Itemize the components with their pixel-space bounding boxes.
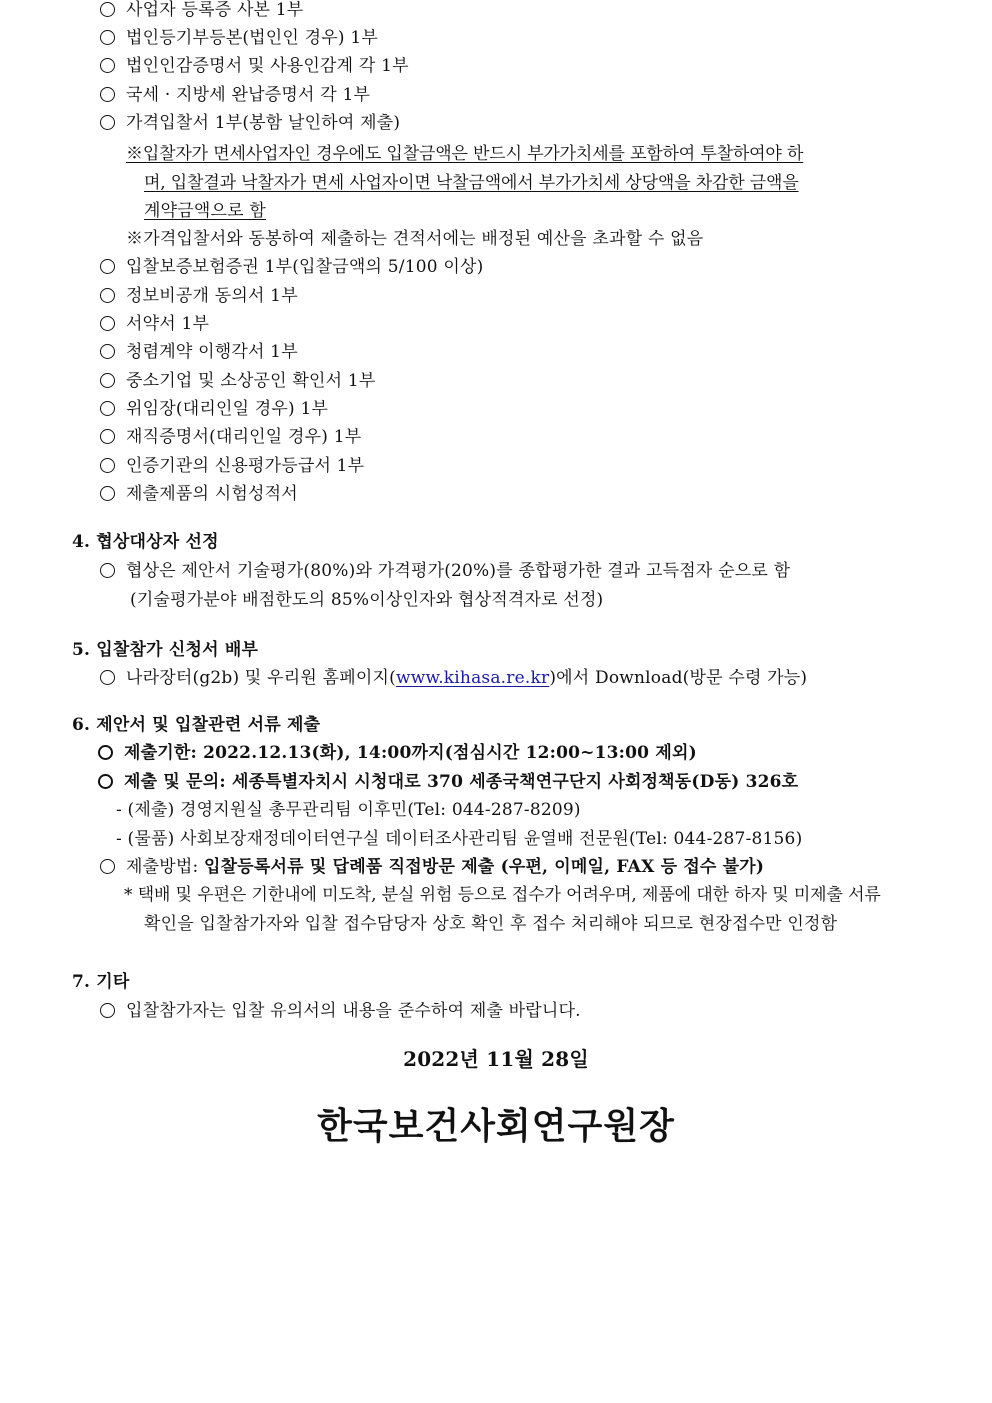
doc-item: 재직증명서(대리인일 경우) 1부 — [100, 427, 361, 447]
doc-item: 제출제품의 시험성적서 — [100, 484, 298, 504]
sec6-deadline: 제출기한: 2022.12.13(화), 14:00까지(점심시간 12:00~13:00 제외) — [98, 743, 697, 763]
sec6-warning: * 택배 및 우편은 기한내에 미도착, 분실 위험 등으로 접수가 어려우며, 제품에 대한 하자 및 미제출 서류 — [124, 885, 881, 905]
circle-bullet-icon — [100, 429, 115, 444]
circle-bullet-icon — [98, 774, 113, 789]
tax-note-line: ※입찰자가 면세사업자인 경우에도 입찰금액은 반드시 부가가치세를 포함하여 투찰하여야 하 — [126, 144, 804, 164]
section-heading-7: 7. 기타 — [72, 972, 130, 992]
doc-item: 위임장(대리인일 경우) 1부 — [100, 399, 328, 419]
tax-note-line: 계약금액으로 함 — [144, 201, 266, 221]
circle-bullet-icon — [100, 563, 115, 578]
sec6-contact: - (제출) 경영지원실 총무관리팀 이후민(Tel: 044-287-8209) — [116, 800, 581, 820]
circle-bullet-icon — [100, 373, 115, 388]
circle-bullet-icon — [100, 30, 115, 45]
section-heading-4: 4. 협상대상자 선정 — [72, 532, 219, 552]
doc-item: 입찰보증보험증권 1부(입찰금액의 5/100 이상) — [100, 257, 483, 277]
circle-bullet-icon — [100, 58, 115, 73]
doc-item: 청렴계약 이행각서 1부 — [100, 342, 298, 362]
circle-bullet-icon — [100, 1003, 115, 1018]
circle-bullet-icon — [98, 745, 113, 760]
circle-bullet-icon — [100, 87, 115, 102]
sec6-contact: - (물품) 사회보장재정데이터연구실 데이터조사관리팀 윤열배 전문원(Tel: 044-287-8156) — [116, 829, 803, 849]
doc-item: 법인인감증명서 및 사용인감계 각 1부 — [100, 56, 409, 76]
tax-note-line: 며, 입찰결과 낙찰자가 면세 사업자이면 낙찰금액에서 부가가치세 상당액을 차감한 금액을 — [144, 173, 799, 193]
sec5-item: 나라장터(g2b) 및 우리원 홈페이지(www.kihasa.re.kr)에서 Download(방문 수령 가능) — [100, 668, 807, 688]
section-heading-6: 6. 제안서 및 입찰관련 서류 제출 — [72, 715, 321, 735]
circle-bullet-icon — [100, 344, 115, 359]
circle-bullet-icon — [100, 115, 115, 130]
doc-item: 사업자 등록증 사본 1부 — [100, 0, 303, 20]
circle-bullet-icon — [100, 2, 115, 17]
circle-bullet-icon — [100, 486, 115, 501]
sec6-place: 제출 및 문의: 세종특별자치시 시청대로 370 세종국책연구단지 사회정책동(D동) 326호 — [98, 772, 798, 792]
circle-bullet-icon — [100, 401, 115, 416]
doc-item: 가격입찰서 1부(봉함 날인하여 제출) — [100, 113, 400, 133]
sec7-item: 입찰참가자는 입찰 유의서의 내용을 준수하여 제출 바랍니다. — [100, 1001, 581, 1021]
section-heading-5: 5. 입찰참가 신청서 배부 — [72, 640, 259, 660]
kihasa-website-link[interactable]: www.kihasa.re.kr — [395, 668, 550, 688]
sec6-method: 제출방법: 입찰등록서류 및 답례품 직접방문 제출 (우편, 이메일, FAX 등 접수 불가) — [100, 857, 764, 877]
budget-note: ※가격입찰서와 동봉하여 제출하는 견적서에는 배정된 예산을 초과할 수 없음 — [126, 229, 704, 249]
circle-bullet-icon — [100, 859, 115, 874]
doc-item: 국세 · 지방세 완납증명서 각 1부 — [100, 85, 370, 105]
doc-item: 정보비공개 동의서 1부 — [100, 286, 298, 306]
circle-bullet-icon — [100, 288, 115, 303]
sec4-item: 협상은 제안서 기술평가(80%)와 가격평가(20%)를 종합평가한 결과 고득점자 순으로 함 — [100, 561, 790, 581]
circle-bullet-icon — [100, 316, 115, 331]
doc-item: 중소기업 및 소상공인 확인서 1부 — [100, 371, 376, 391]
sec6-warning: 확인을 입찰참가자와 입찰 접수담당자 상호 확인 후 접수 처리해야 되므로 현장접수만 인정함 — [144, 914, 838, 934]
document-date: 2022년 11월 28일 — [403, 1047, 589, 1071]
doc-item: 인증기관의 신용평가등급서 1부 — [100, 456, 364, 476]
sec4-sub: (기술평가분야 배점한도의 85%이상인자와 협상적격자로 선정) — [130, 590, 604, 610]
issuer-signature: 한국보건사회연구원장 — [317, 1105, 675, 1147]
circle-bullet-icon — [100, 259, 115, 274]
doc-item: 서약서 1부 — [100, 314, 209, 334]
circle-bullet-icon — [100, 458, 115, 473]
circle-bullet-icon — [100, 670, 115, 685]
doc-item: 법인등기부등본(법인인 경우) 1부 — [100, 28, 378, 48]
